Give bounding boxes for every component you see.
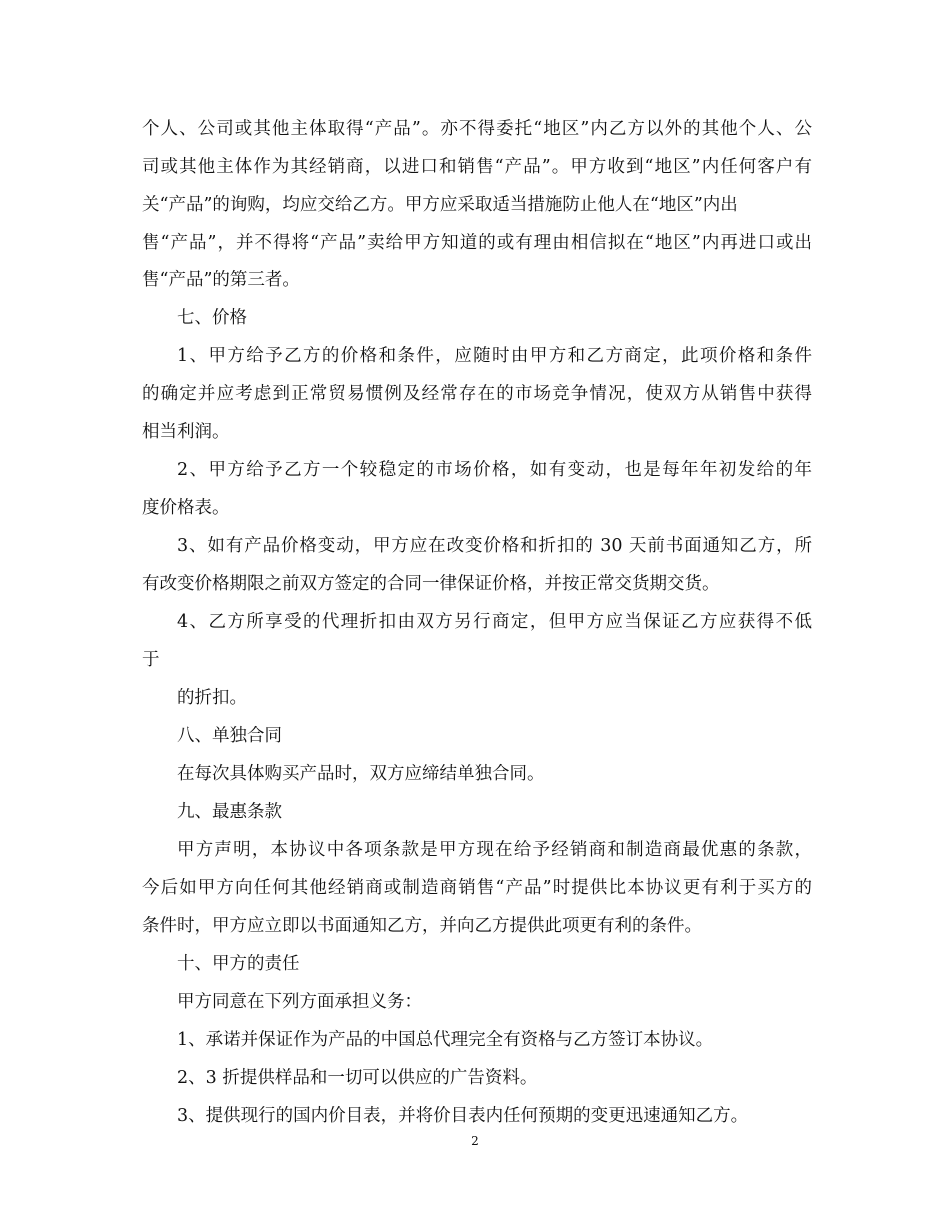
body-text-line: 的折扣。	[177, 688, 247, 708]
body-text-line: 关“产品”的询购，均应交给乙方。甲方应采取适当措施防止他人在“地区”内出	[142, 195, 738, 215]
body-text-line: 甲方同意在下列方面承担义务：	[177, 992, 422, 1012]
body-text-line: 2、甲方给予乙方一个较稳定的市场价格，如有变动，也是每年年初发给的年	[177, 460, 812, 480]
section-heading-price: 七、价格	[177, 308, 247, 328]
body-text-line: 条件时，甲方应立即以书面通知乙方，并向乙方提供此项更有利的条件。	[142, 916, 702, 936]
body-text-line: 3、提供现行的国内价目表，并将价目表内任何预期的变更迅速通知乙方。	[177, 1106, 749, 1126]
body-text-line: 有改变价格期限之前双方签定的合同一律保证价格，并按正常交货期交货。	[142, 574, 720, 594]
section-heading-separate-contract: 八、单独合同	[177, 726, 282, 746]
body-text-line: 司或其他主体作为其经销商，以进口和销售“产品”。甲方收到“地区”内任何客户有	[142, 157, 812, 177]
body-text-line: 在每次具体购买产品时，双方应缔结单独合同。	[177, 764, 545, 784]
body-text-line: 相当利润。	[142, 422, 230, 442]
page-number: 2	[471, 1134, 479, 1148]
body-text-line: 今后如甲方向任何其他经销商或制造商销售“产品”时提供比本协议更有利于买方的	[142, 878, 812, 898]
body-text-line: 度价格表。	[142, 498, 230, 518]
body-text-line: 个人、公司或其他主体取得“产品”。亦不得委托“地区”内乙方以外的其他个人、公	[142, 119, 812, 139]
body-text-line: 售“产品”的第三者。	[142, 270, 300, 290]
body-text-line: 3、如有产品价格变动，甲方应在改变价格和折扣的 30 天前书面通知乙方，所	[177, 536, 812, 556]
body-text-line: 的确定并应考虑到正常贸易惯例及经常存在的市场竞争情况，使双方从销售中获得	[142, 384, 812, 404]
body-text-line: 于	[142, 650, 160, 670]
body-text-line: 甲方声明，本协议中各项条款是甲方现在给予经销商和制造商最优惠的条款，	[177, 840, 812, 860]
body-text-line: 1、承诺并保证作为产品的中国总代理完全有资格与乙方签订本协议。	[177, 1030, 714, 1050]
body-text-line: 2、3 折提供样品和一切可以供应的广告资料。	[177, 1068, 538, 1088]
section-heading-most-favored: 九、最惠条款	[177, 802, 282, 822]
body-text-line: 1、甲方给予乙方的价格和条件，应随时由甲方和乙方商定，此项价格和条件	[177, 346, 812, 366]
body-text-line: 售“产品”，并不得将“产品”卖给甲方知道的或有理由相信拟在“地区”内再进口或出	[142, 233, 812, 253]
body-text-line: 4、乙方所享受的代理折扣由双方另行商定，但甲方应当保证乙方应获得不低	[177, 612, 812, 632]
section-heading-party-a-duties: 十、甲方的责任	[177, 954, 300, 974]
